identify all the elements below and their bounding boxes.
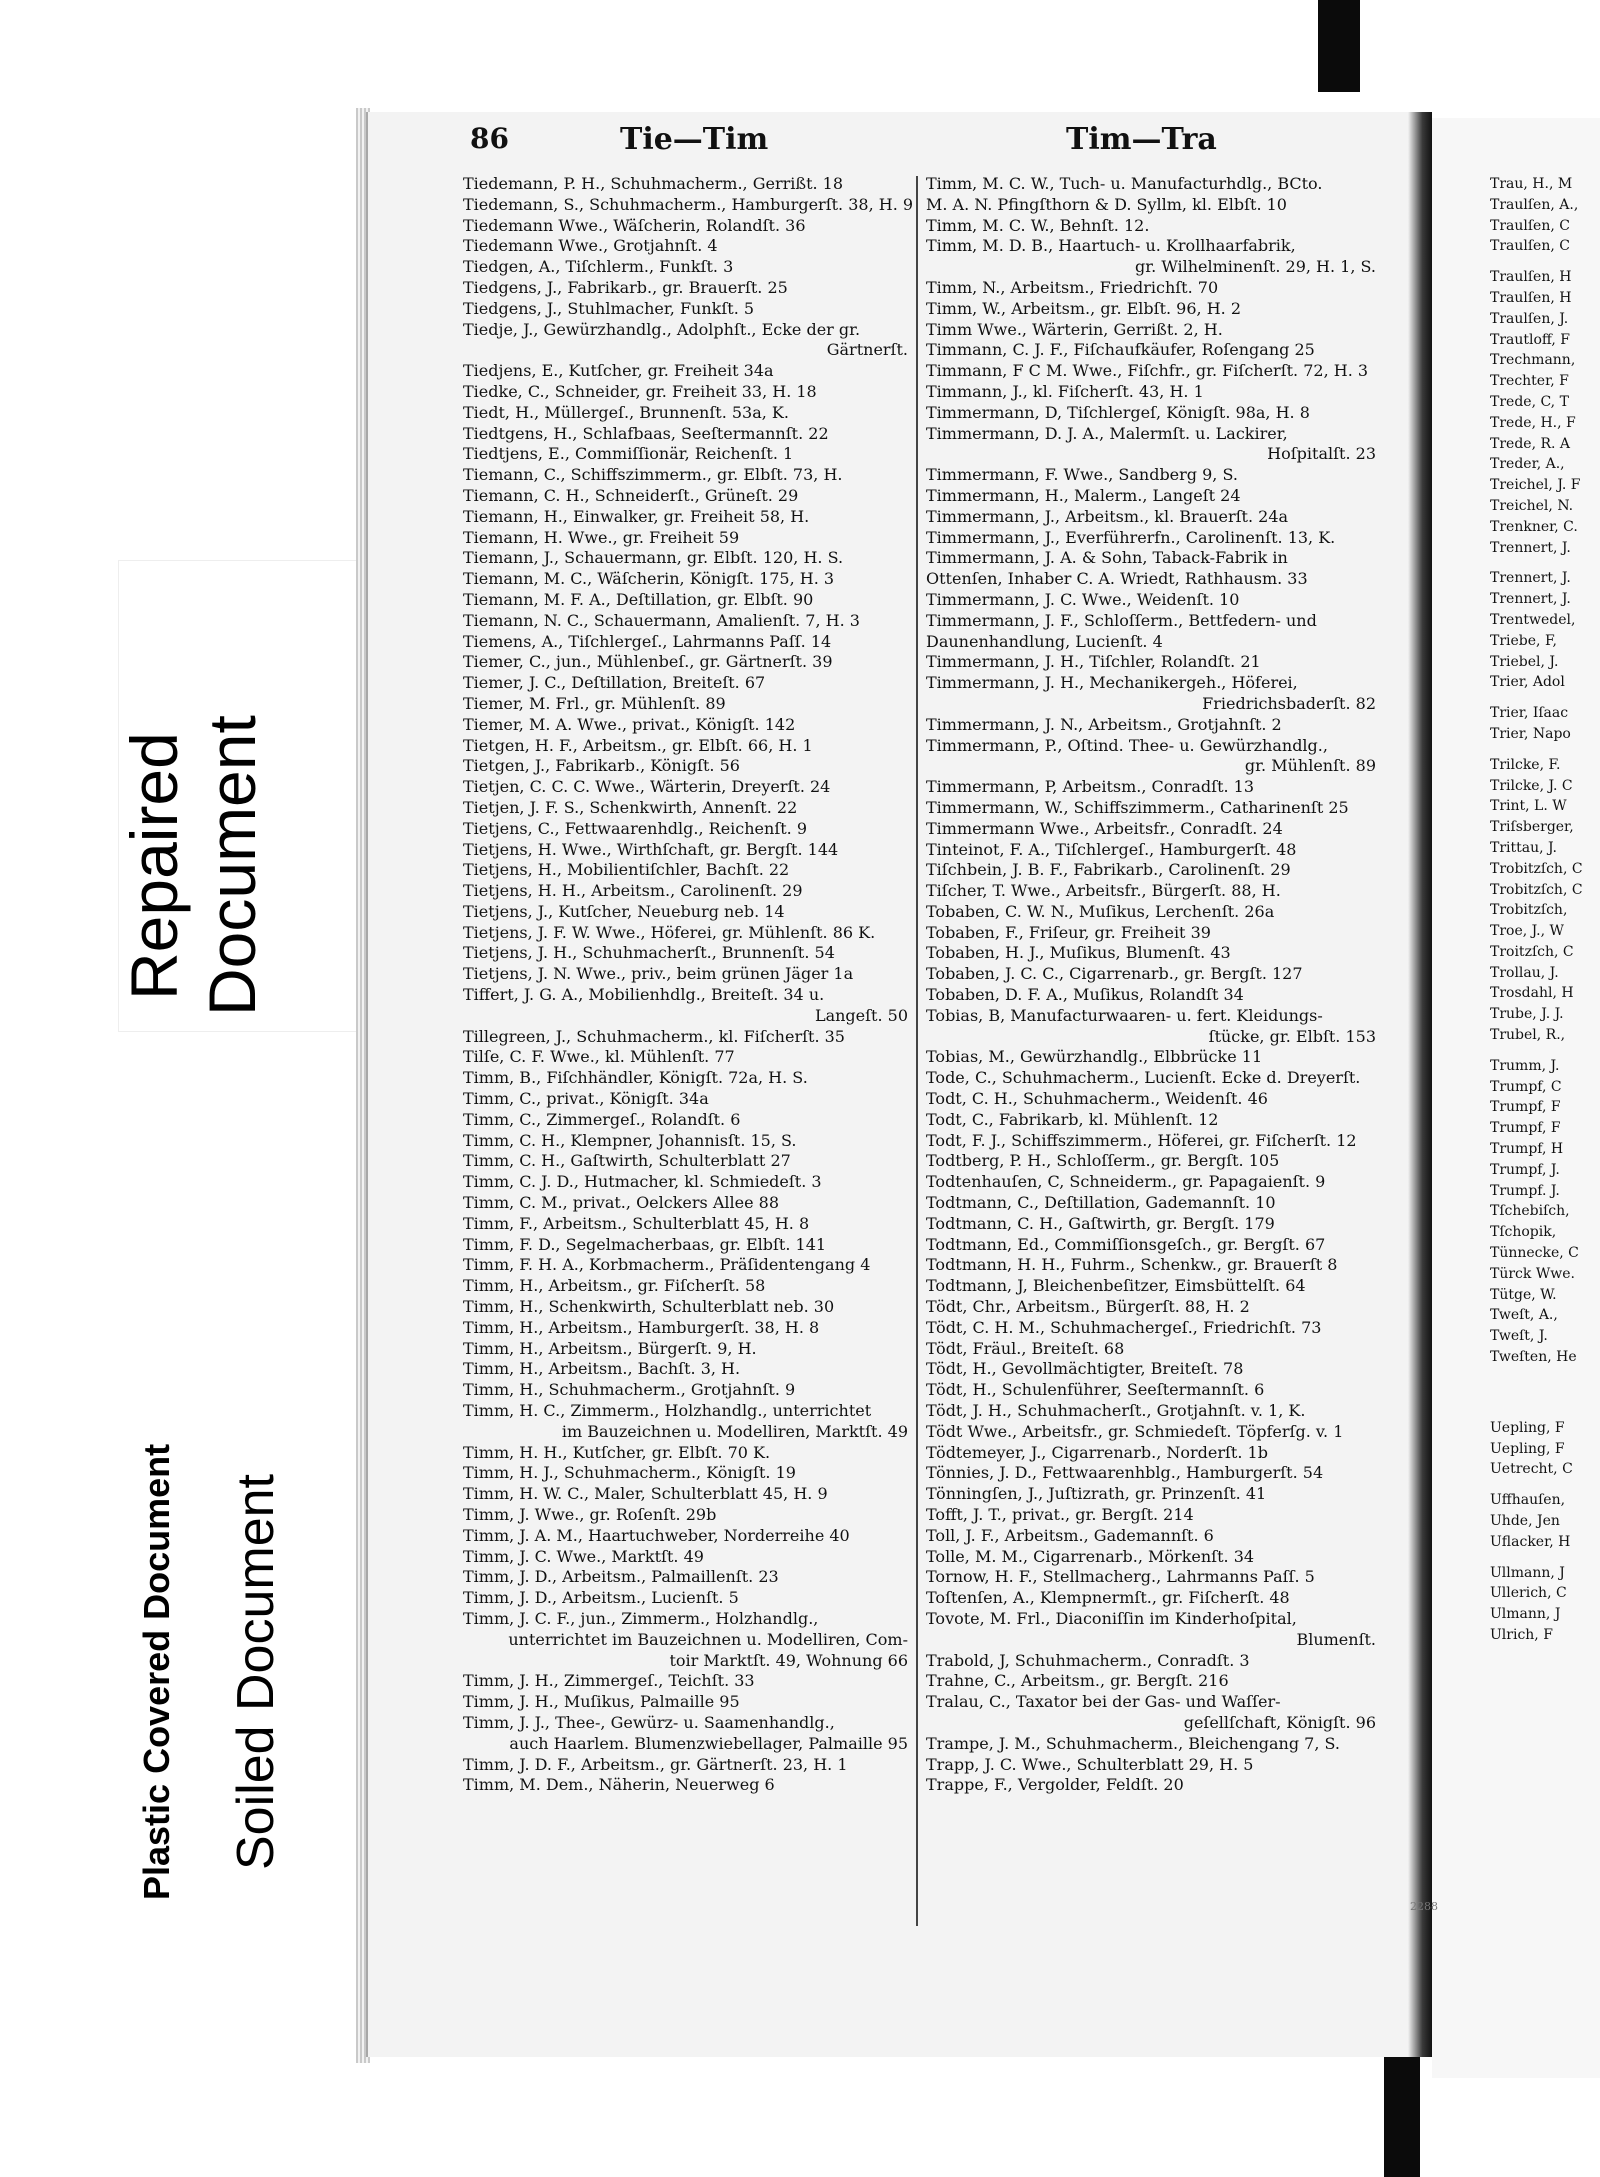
directory-entry: Timm, J. Wwe., gr. Roſenſt. 29b [463,1505,717,1524]
directory-entry: Tiedjens, E., Kutſcher, gr. Freiheit 34a [463,361,774,381]
directory-entry: Tovote, M. Frl., Diaconiſſin im Kinderhoſpital, [926,1608,1297,1628]
directory-entry: Trautloff, F [1490,331,1570,348]
directory-entry: Tiemann, M. F. A., Deſtillation, gr. Elbſt. 90 [463,589,814,609]
directory-entry: Ulrich, F [1490,1627,1553,1643]
directory-entry: Trechmann, [1490,352,1576,369]
directory-entry: Traulſen, C [1490,217,1570,234]
directory-entry: Trau, H., M [1490,176,1573,192]
directory-entry: Tiedtjens, E., Commiſſionär, Reichenſt. 1 [463,444,794,464]
directory-entry: Uhde, Jen [1490,1513,1560,1530]
directory-entry: Trilcke, J. C [1490,777,1573,794]
directory-entry: Daunenhandlung, Lucienſt. 4 [926,631,1163,651]
directory-entry: Traulſen, C [1490,238,1570,255]
directory-entry: Tödt, C. H. M., Schuhmachergeſ., Friedrichſt. 73 [926,1317,1322,1337]
directory-entry: im Bauzeichnen u. Modelliren, Marktſt. 49 [561,1421,908,1441]
plastic-covered-label: Plastic Covered Document [136,1443,177,1900]
directory-entry: geſellſchaft, Königſt. 96 [1183,1712,1376,1732]
directory-entry: Timmermann, J. H., Mechanikergeh., Höferei, [926,673,1298,693]
directory-entry: Trappe, F., Vergolder, Feldſt. 20 [926,1775,1184,1795]
directory-entry: Trier, Napo [1490,725,1571,742]
directory-entry [1490,257,1600,267]
directory-entry: Tödtemeyer, J., Cigarrenarb., Norderſt. 1b [926,1442,1268,1462]
directory-entry: Tolle, M. M., Cigarrenarb., Mörkenſt. 34 [926,1546,1255,1566]
directory-entry [1490,1378,1600,1388]
directory-entry: Türck Wwe. [1490,1265,1575,1282]
directory-entry: Tietjens, C., Fettwaarenhdlg., Reichenſt. 9 [463,818,808,838]
directory-entry: Timm, M. C. W., Behnſt. 12. [926,215,1150,235]
directory-entry: Tietjen, C. C. C. Wwe., Wärterin, Dreyerſt. 24 [463,777,831,797]
directory-entry: gr. Mühlenſt. 89 [1244,756,1376,776]
directory-entry: Timm, M. D. B., Haartuch- u. Krollhaarfabrik, [926,236,1296,256]
directory-entry: Tiſchbein, J. B. F., Fabrikarb., Carolinenſt. 29 [926,860,1291,880]
directory-entry: Trobitzſch, C [1490,881,1583,898]
directory-entry: Todtmann, Ed., Commiſſionsgeſch., gr. Bergſt. 67 [926,1234,1326,1254]
directory-entry: Timm, H., Arbeitsm., Hamburgerſt. 38, H. 8 [463,1317,820,1337]
directory-entry: Trennert, J. [1490,570,1571,587]
directory-entry: Tobaben, J. C. C., Cigarrenarb., gr. Bergſt. 127 [926,964,1303,984]
directory-entry: Toll, J. F., Arbeitsm., Gademannſt. 6 [926,1525,1214,1545]
directory-entry: Timmermann, J., Everführerfn., Carolinenſt. 13, K. [926,527,1336,547]
directory-entry [1490,1046,1600,1056]
directory-entry: Tietjens, H. Wwe., Wirthſchaft, gr. Bergſt. 144 [463,839,839,859]
directory-entry: Tſchebiſch, [1490,1203,1570,1220]
directory-entry: Ullerich, C [1490,1585,1567,1602]
directory-entry: Tillegreen, J., Schuhmacherm., kl. Fiſcherſt. 35 [463,1026,845,1046]
directory-entry: Trede, C, T [1490,393,1569,410]
directory-entry: Timmermann, J. A. & Sohn, Taback-Fabrik in [926,548,1288,568]
directory-entry: Timm, H. J., Schuhmacherm., Königſt. 19 [463,1463,796,1483]
directory-entry: Timm, C., privat., Königſt. 34a [463,1089,709,1109]
directory-entry: Timm, J. A. M., Haartuchweber, Norderreihe 40 [463,1525,850,1545]
repaired-label-line1: Repaired [117,732,191,1000]
repaired-label-line2: Document [195,715,269,1016]
directory-entry: Tietjens, J. F. W. Wwe., Höferei, gr. Mühlenſt. 86 K. [463,922,876,942]
directory-entry: Tiemann, M. C., Wäſcherin, Königſt. 175, H. 3 [463,569,835,589]
directory-entry: Timm, F., Arbeitsm., Schulterblatt 45, H. 8 [463,1213,810,1233]
directory-entry: Timmann, C. J. F., Fiſchaufkäufer, Roſengang 25 [926,340,1315,360]
directory-entry: Trollau, J. [1490,964,1559,981]
directory-entry: Tiemer, M. A. Wwe., privat., Königſt. 142 [463,714,796,734]
directory-entry: Tilſe, C. F. Wwe., kl. Mühlenſt. 77 [463,1047,735,1067]
directory-entry: Tiedemann Wwe., Grotjahnſt. 4 [463,236,718,256]
directory-entry: Tobaben, F., Friſeur, gr. Freiheit 39 [926,922,1211,942]
directory-entry [1490,1408,1600,1418]
directory-entry: unterrichtet im Bauzeichnen u. Modelliren, Com- [508,1629,908,1649]
directory-entry: Tödt, Chr., Arbeitsm., Bürgerſt. 88, H. 2 [926,1297,1250,1317]
directory-entry: Timm, N., Arbeitsm., Friedrichſt. 70 [926,277,1219,297]
directory-entry: Timm, J. D., Arbeitsm., Lucienſt. 5 [463,1588,739,1608]
directory-entry: Trube, J. J. [1490,1006,1564,1023]
directory-entry: Timm, C. J. D., Hutmacher, kl. Schmiedeſt. 3 [463,1172,822,1192]
directory-entry [1490,693,1600,703]
directory-entry: Tiedke, C., Schneider, gr. Freiheit 33, H. 18 [463,381,817,401]
directory-entry: Timm, C. H., Gaſtwirth, Schulterblatt 27 [463,1151,791,1171]
directory-entry: Tietjens, J. N. Wwe., priv., beim grünen Jäger 1a [463,964,854,984]
directory-entry: Trobitzſch, C [1490,860,1583,877]
directory-entry: Timm, H., Schuhmacherm., Grotjahnſt. 9 [463,1380,796,1400]
header-right-range: Tim—Tra [1066,122,1217,157]
directory-entry: Tiemens, A., Tiſchlergeſ., Lahrmanns Paſſ. 14 [463,631,832,651]
directory-entry: Tweſt, J. [1490,1328,1548,1345]
directory-entry: Timmann, J., kl. Fiſcherſt. 43, H. 1 [926,381,1204,401]
directory-entry: Langeſt. 50 [814,1005,908,1025]
directory-entry: Timmermann, D, Tiſchlergeſ, Königſt. 98a, H. 8 [926,402,1310,422]
column-divider [916,176,918,1926]
directory-entry: Tralau, C., Taxator bei der Gas- und Waſſer- [926,1692,1281,1712]
directory-entry: Trier, Iſaac [1490,705,1569,722]
right-column-entries [926,174,1376,1796]
directory-entry: Trentwedel, [1490,611,1576,628]
directory-entry: Tietjens, H., Mobilientiſchler, Bachſt. 22 [463,860,790,880]
directory-entry: Timmermann, J. N., Arbeitsm., Grotjahnſt. 2 [926,714,1282,734]
directory-entry: Traulſen, J. [1490,310,1569,327]
directory-entry: Tiedgens, J., Stuhlmacher, Funkſt. 5 [463,298,755,318]
directory-entry: Tobaben, C. W. N., Muſikus, Lerchenſt. 26a [926,901,1275,921]
directory-entry: Timmermann Wwe., Arbeitsfr., Conradſt. 24 [926,818,1283,838]
directory-entry: Trumpf. J. [1490,1182,1560,1199]
directory-entry: Traulſen, H [1490,269,1572,286]
directory-entry: Timmermann, J. F., Schloſſerm., Bettfedern- und [926,610,1317,630]
directory-entry: Timm, M. Dem., Näherin, Neuerweg 6 [463,1775,775,1795]
directory-entry: Tönningſen, J., Juſtizrath, gr. Prinzenſt. 41 [926,1484,1267,1504]
header-left-range: Tie—Tim [620,122,769,157]
directory-entry: Todtmann, C., Deſtillation, Gademannſt. 10 [926,1193,1276,1213]
directory-entry: Trilcke, F. [1490,756,1561,773]
soiled-document-label: Soiled Document [227,1474,285,1870]
directory-entry: Trint, L. W [1490,798,1567,815]
directory-entry: Trumpf, F [1490,1120,1561,1137]
directory-entry: Blumenſt. [1296,1629,1376,1649]
directory-entry: Timm, B., Fiſchhändler, Königſt. 72a, H. S. [463,1068,808,1088]
directory-entry: Timm, J. D. F., Arbeitsm., gr. Gärtnerſt. 23, H. 1 [463,1754,848,1774]
directory-entry: Tödt Wwe., Arbeitsfr., gr. Schmiedeſt. Töpferſg. v. 1 [926,1421,1344,1441]
directory-entry: Tiedgen, A., Tiſchlerm., Funkſt. 3 [463,257,734,277]
directory-entry [1490,1480,1600,1490]
directory-entry: Todtmann, H. H., Fuhrm., Schenkw., gr. Brauerſt 8 [926,1255,1338,1275]
directory-entry: Ottenſen, Inhaber C. A. Wriedt, Rathhausm. 33 [926,569,1308,589]
directory-entry: Troitzſch, C [1490,943,1574,960]
directory-entry: ſtücke, gr. Elbſt. 153 [1208,1026,1376,1046]
page-tag: 2288 [1410,1900,1438,1913]
directory-entry: Timm, H. W. C., Maler, Schulterblatt 45, H. 9 [463,1484,828,1504]
directory-entry: Timmermann, J. H., Tiſchler, Rolandſt. 21 [926,652,1261,672]
directory-entry: Tiemer, J. C., Deſtillation, Breiteſt. 67 [463,673,766,693]
left-column-entries [463,174,914,1796]
directory-entry: Timmermann, W., Schiffszimmerm., Catharinenſt 25 [926,797,1349,817]
directory-entry: Timmermann, P, Arbeitsm., Conradſt. 13 [926,777,1255,797]
directory-entry: Trechter, F [1490,373,1569,390]
directory-entry: Timm, J. J., Thee-, Gewürz- u. Saamenhandlg., [463,1712,835,1732]
directory-entry: Timmermann, D. J. A., Malermſt. u. Lackirer, [926,423,1288,443]
directory-entry: Uffhauſen, [1490,1492,1566,1509]
directory-entry: Trubel, R., [1490,1027,1566,1044]
directory-entry: Tiedje, J., Gewürzhandlg., Adolphſt., Ecke der gr. [463,319,861,339]
directory-entry: Trier, Adol [1490,674,1565,691]
directory-entry: Tiemann, C., Schiffszimmerm., gr. Elbſt. 73, H. [463,465,843,485]
directory-entry: Timm, H., Arbeitsm., Bürgerſt. 9, H. [463,1338,757,1358]
directory-entry: Tiemer, C., jun., Mühlenbeſ., gr. Gärtnerſt. 39 [463,652,833,672]
directory-entry: Traulſen, H [1490,289,1572,306]
directory-entry: Trennert, J. [1490,591,1571,608]
directory-entry: Todtenhauſen, C, Schneiderm., gr. Papagaienſt. 9 [926,1172,1326,1192]
directory-entry: Trumpf, J. [1490,1161,1560,1178]
directory-entry: Tiedemann, P. H., Schuhmacherm., Gerrißt. 18 [463,174,844,193]
directory-entry: Timm, J. D., Arbeitsm., Palmaillenſt. 23 [463,1567,779,1587]
directory-entry: Ullmann, J [1490,1564,1565,1581]
directory-entry: Timm, H., Arbeitsm., gr. Fiſcherſt. 58 [463,1276,766,1296]
directory-entry: Uflacker, H [1490,1533,1571,1550]
directory-entry: Tſchopik, [1490,1224,1557,1241]
directory-entry: Tietgen, H. F., Arbeitsm., gr. Elbſt. 66, H. 1 [463,735,813,755]
directory-entry: Trede, R. A [1490,435,1571,452]
directory-entry: auch Haarlem. Blumenzwiebellager, Palmaille 95 [509,1733,908,1753]
directory-entry: Trumpf, F [1490,1099,1561,1116]
directory-entry: Trumpf, C [1490,1078,1562,1095]
directory-entry: Timm, F. H. A., Korbmacherm., Präſidentengang 4 [463,1255,871,1275]
directory-entry: Timm, H., Arbeitsm., Bachſt. 3, H. [463,1359,741,1379]
directory-entry: Tiemann, N. C., Schauermann, Amalienſt. 7, H. 3 [463,610,860,630]
directory-entry: Timm, J. H., Zimmergeſ., Teichſt. 33 [463,1671,755,1691]
directory-entry [1490,558,1600,568]
directory-entry: Tobaben, H. J., Muſikus, Blumenſt. 43 [926,943,1231,963]
directory-entry: Tiedemann, S., Schuhmacherm., Hamburgerſt. 38, H. 9 [463,194,914,214]
directory-entry [1490,1368,1600,1378]
directory-entry: Timmermann, J. C. Wwe., Weidenſt. 10 [926,589,1240,609]
directory-entry: Timm, C., Zimmergeſ., Rolandſt. 6 [463,1109,741,1129]
directory-entry: Tiedt, H., Müllergeſ., Brunnenſt. 53a, K. [463,402,789,422]
directory-entry: Timm Wwe., Wärterin, Gerrißt. 2, H. [926,319,1223,339]
directory-entry: Tödt, J. H., Schuhmacherſt., Grotjahnſt. v. 1, K. [926,1401,1306,1421]
directory-entry: Tobaben, D. F. A., Muſikus, Rolandſt 34 [926,985,1244,1005]
directory-entry: Uepling, F [1490,1419,1565,1436]
directory-entry: Tinteinot, F. A., Tiſchlergeſ., Hamburgerſt. 48 [926,839,1297,859]
directory-entry: Timmermann, P., Oſtind. Thee- u. Gewürzhandlg., [926,735,1328,755]
directory-entry: Tornow, H. F., Stellmacherg., Lahrmanns Paſſ. 5 [926,1567,1315,1587]
directory-entry: Traulſen, A., [1490,196,1579,213]
directory-entry: Trittau, J. [1490,839,1557,856]
directory-entry: Tode, C., Schuhmacherm., Lucienſt. Ecke d. Dreyerſt. [926,1068,1361,1088]
black-edge-strip-top [1318,0,1360,92]
directory-entry: Trennert, J. [1490,539,1571,556]
directory-entry: Tiemann, C. H., Schneiderſt., Grüneſt. 29 [463,485,799,505]
directory-entry: Timm, J. C. F., jun., Zimmerm., Holzhandlg., [463,1608,819,1628]
directory-entry: toir Marktſt. 49, Wohnung 66 [669,1650,908,1670]
directory-entry: Timmermann, H., Malerm., Langeſt 24 [926,485,1241,505]
directory-entry [1490,1553,1600,1563]
directory-entry: Timmann, F C M. Wwe., Fiſchfr., gr. Fiſcherſt. 72, H. 3 [926,361,1369,381]
directory-entry: Friedrichsbaderſt. 82 [1202,693,1376,713]
directory-entry: Tiedgens, J., Fabrikarb., gr. Brauerſt. 25 [463,277,788,297]
directory-entry: Treichel, J. F [1490,477,1581,494]
directory-entry: Tobias, B, Manufacturwaaren- u. fert. Kleidungs- [926,1005,1323,1025]
directory-entry: Todtmann, J, Bleichenbeſitzer, Eimsbüttelſt. 64 [926,1276,1306,1296]
directory-entry: Tietjens, J., Kutſcher, Neueburg neb. 14 [463,901,785,921]
directory-entry: Todtberg, P. H., Schloſſerm., gr. Bergſt. 105 [926,1151,1280,1171]
directory-entry: Gärtnerſt. [826,340,908,360]
directory-entry: Tofft, J. T., privat., gr. Bergſt. 214 [926,1505,1194,1524]
directory-entry: Triebe, F, [1490,632,1557,649]
directory-entry [1490,1388,1600,1398]
directory-entry: Tönnies, J. D., Fettwaarenhblg., Hamburgerſt. 54 [926,1463,1324,1483]
directory-entry: Tiedemann Wwe., Wäſcherin, Rolandſt. 36 [463,215,806,235]
directory-entry: Tobias, M., Gewürzhandlg., Elbbrücke 11 [926,1047,1263,1067]
directory-entry: Tiffert, J. G. A., Mobilienhdlg., Breiteſt. 34 u. [463,985,825,1005]
directory-entry: Treichel, N. [1490,497,1574,514]
directory-entry: Triebel, J. [1490,653,1559,670]
page-number: 86 [470,122,509,155]
directory-entry: Todt, F. J., Schiffszimmerm., Höferei, gr. Fiſcherſt. 12 [926,1130,1357,1150]
directory-entry: Tünnecke, C [1490,1245,1579,1262]
directory-entry: Trenkner, C. [1490,518,1578,535]
directory-entry: Timm, M. C. W., Tuch- u. Manufacturhdlg., BCto. [926,174,1323,193]
directory-entry: Timm, C. H., Klempner, Johannisſt. 15, S. [463,1130,797,1150]
directory-entry: Tiemann, J., Schauermann, gr. Elbſt. 120, H. S. [463,548,844,568]
directory-entry: Tiſcher, T. Wwe., Arbeitsfr., Bürgerſt. 88, H. [926,881,1281,901]
directory-entry: Trabold, J, Schuhmacherm., Conradſt. 3 [926,1650,1250,1670]
directory-entry: Uetrecht, C [1490,1461,1573,1478]
directory-entry: gr. Wilhelminenſt. 29, H. 1, S. [1135,257,1376,277]
directory-entry: Tütge, W. [1490,1286,1557,1303]
directory-entry: Trobitzſch, [1490,902,1568,919]
directory-entry [1490,1398,1600,1408]
directory-entry: Tweſt, A., [1490,1307,1558,1324]
directory-entry: Tödt, Fräul., Breiteſt. 68 [926,1338,1125,1358]
directory-entry: Todt, C. H., Schuhmacherm., Weidenſt. 46 [926,1089,1268,1109]
book-gutter [1408,112,1432,2057]
directory-entry: Tietjens, J. H., Schuhmacherſt., Brunnenſt. 54 [463,943,835,963]
directory-entry: Trumm, J. [1490,1057,1560,1074]
directory-entry: Trahne, C., Arbeitsm., gr. Bergſt. 216 [926,1671,1229,1691]
directory-entry: Triſsberger, [1490,819,1574,836]
directory-entry: Timm, J. C. Wwe., Marktſt. 49 [463,1546,704,1566]
directory-entry: Timm, H. H., Kutſcher, gr. Elbſt. 70 K. [463,1442,771,1462]
directory-entry: Tiemer, M. Frl., gr. Mühlenſt. 89 [463,693,726,713]
facing-page-column [1490,174,1600,1646]
directory-entry: Timm, H., Schenkwirth, Schulterblatt neb. 30 [463,1297,835,1317]
directory-entry: Timm, C. M., privat., Oelckers Allee 88 [463,1193,780,1213]
directory-entry: M. A. N. Pfingſthorn & D. Syllm, kl. Elbſt. 10 [926,194,1287,214]
directory-entry: Uepling, F [1490,1440,1565,1457]
directory-entry: Tiemann, H. Wwe., gr. Freiheit 59 [463,527,740,547]
directory-entry: Todt, C., Fabrikarb, kl. Mühlenſt. 12 [926,1109,1219,1129]
directory-entry: Tietjen, J. F. S., Schenkwirth, Annenſt. 22 [463,797,798,817]
directory-entry: Todtmann, C. H., Gaſtwirth, gr. Bergſt. 179 [926,1213,1275,1233]
directory-entry: Tiedtgens, H., Schlafbaas, Seeſtermannſt. 22 [463,423,829,443]
directory-entry: Tödt, H., Gevollmächtigter, Breiteſt. 78 [926,1359,1244,1379]
directory-entry: Timm, J. H., Muſikus, Palmaille 95 [463,1692,740,1712]
directory-entry: Trapp, J. C. Wwe., Schulterblatt 29, H. 5 [926,1754,1254,1774]
directory-entry: Timm, F. D., Segelmacherbaas, gr. Elbſt. 141 [463,1234,827,1254]
directory-entry: Timmermann, J., Arbeitsm., kl. Brauerſt. 24a [926,506,1289,526]
directory-entry: Timm, H. C., Zimmerm., Holzhandlg., unterrichtet [463,1401,872,1421]
directory-entry: Ulmann, J [1490,1606,1561,1623]
directory-entry: Treder, A., [1490,456,1565,473]
directory-entry: Trede, H., F [1490,414,1576,431]
directory-entry: Trosdahl, H [1490,985,1574,1002]
directory-entry [1490,745,1600,755]
directory-entry: Tödt, H., Schulenführer, Seeſtermannſt. 6 [926,1380,1265,1400]
directory-entry: Timmermann, F. Wwe., Sandberg 9, S. [926,465,1238,485]
directory-entry: Tietgen, J., Fabrikarb., Königſt. 56 [463,756,740,776]
directory-entry: Tweſten, He [1490,1349,1577,1366]
directory-entry: Toſtenſen, A., Klempnermſt., gr. Fiſcherſt. 48 [926,1588,1290,1608]
directory-entry: Trampe, J. M., Schuhmacherm., Bleichengang 7, S. [926,1733,1340,1753]
directory-entry: Troe, J., W [1490,923,1564,940]
directory-entry: Tiemann, H., Einwalker, gr. Freiheit 58, H. [463,506,810,526]
directory-entry: Tietjens, H. H., Arbeitsm., Carolinenſt. 29 [463,881,803,901]
directory-entry: Hoſpitalſt. 23 [1267,444,1376,464]
directory-entry: Trumpf, H [1490,1141,1564,1158]
directory-entry: Timm, W., Arbeitsm., gr. Elbſt. 96, H. 2 [926,298,1242,318]
